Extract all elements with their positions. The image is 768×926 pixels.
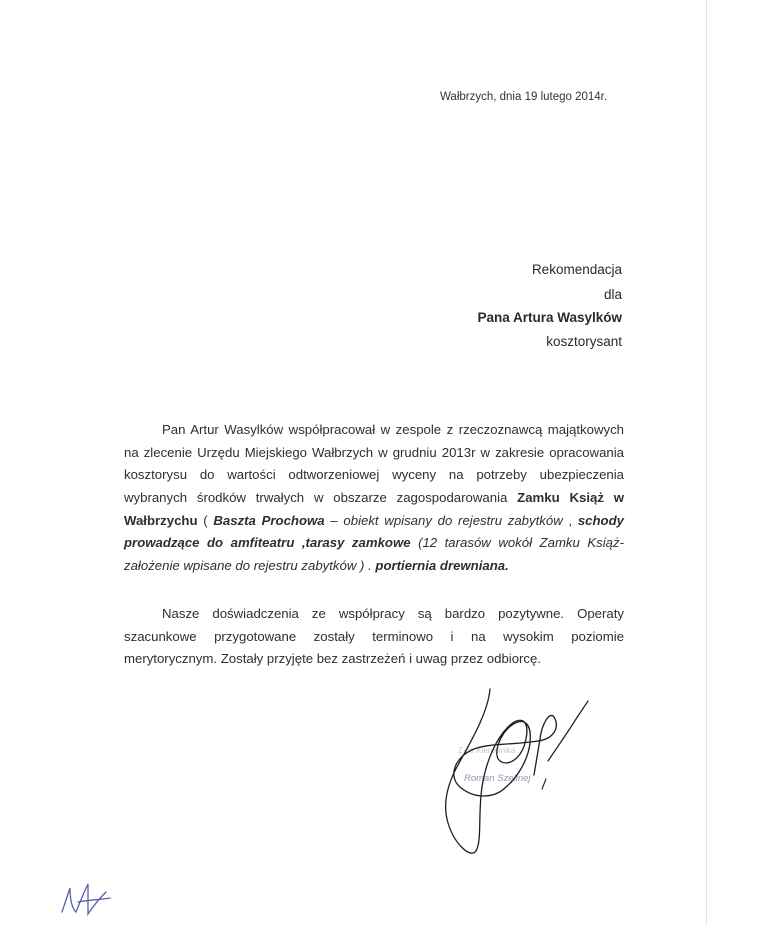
p1-line-5-bold-italic: Baszta Prochowa [213,512,325,528]
p1-line-5-open: ( [197,512,214,528]
date-line: Wałbrzych, dnia 19 lutego 2014r. [440,91,608,103]
stamp-name: Roman Szelinej [464,773,531,784]
recipient-name: Pana Artura Wasylków [477,310,622,325]
p1-line-5-bold-italic-2: schody [577,512,624,528]
p2-line-3: merytorycznym. Zostały przyjęte bez zastrzeżeń i uwag przez odbiorcę. [124,651,542,667]
p1-line-2: na zlecenie Urzędu Miejskiego Wałbrzych w grudniu 2013r w zakresie opracowania [124,444,624,460]
p1-line-5-bold: Wałbrzychu [124,512,198,528]
signature-with-stamp [430,683,600,886]
p1-line-6 [124,532,624,555]
p2-line-1: Nasze doświadczenia ze współpracy są bardzo pozytywne. Operaty [162,606,624,621]
initials-paraph [58,878,118,925]
recipient-role: kosztorysant [546,334,622,349]
paragraph-1 [124,419,624,578]
p2-line-2: szacunkowe przygotowane zostały terminowo i na wysokim poziomie [124,628,624,644]
signature-stroke-main [446,689,557,853]
stamp-faded-text: Z-ca Kierownika [458,746,516,755]
signature-stroke-tail [548,701,588,761]
p1-line-4 [124,487,624,510]
p1-line-7 [124,555,624,578]
p1-line-6-italic: (12 tarasów wokół Zamku Książ- [410,535,625,551]
p1-line-4-bold: Zamku Książ w [517,490,625,506]
p1-line-7-bold-italic: portiernia drewniana. [375,558,509,574]
recipient-line-1: Rekomendacja [531,262,622,277]
paragraph-2 [124,603,624,671]
p1-line-5-italic: – obiekt wpisany do rejestru zabytków [324,512,563,528]
initials-stroke [62,884,110,914]
signature-stroke-tick [542,779,546,789]
recipient-line-2: dla [603,287,622,302]
p1-line-6-bold-italic: prowadzące do amfiteatru ,tarasy zamkowe [124,535,411,551]
p1-line-3: kosztorysu do wartości odtworzeniowej wyceny na potrzeby ubezpieczenia [124,467,624,483]
p1-line-4-text: wybranych środków trwałych w obszarze zagospodarowania [124,490,518,506]
p1-line-7-italic: założenie wpisane do rejestru zabytków ) . [124,558,376,574]
p1-line-5-sep: , [562,512,578,528]
p1-line-5 [124,510,624,533]
page-edge-divider [706,0,707,926]
p1-line-1: Pan Artur Wasylków współpracował w zespole z rzeczoznawcą majątkowych [162,422,624,437]
